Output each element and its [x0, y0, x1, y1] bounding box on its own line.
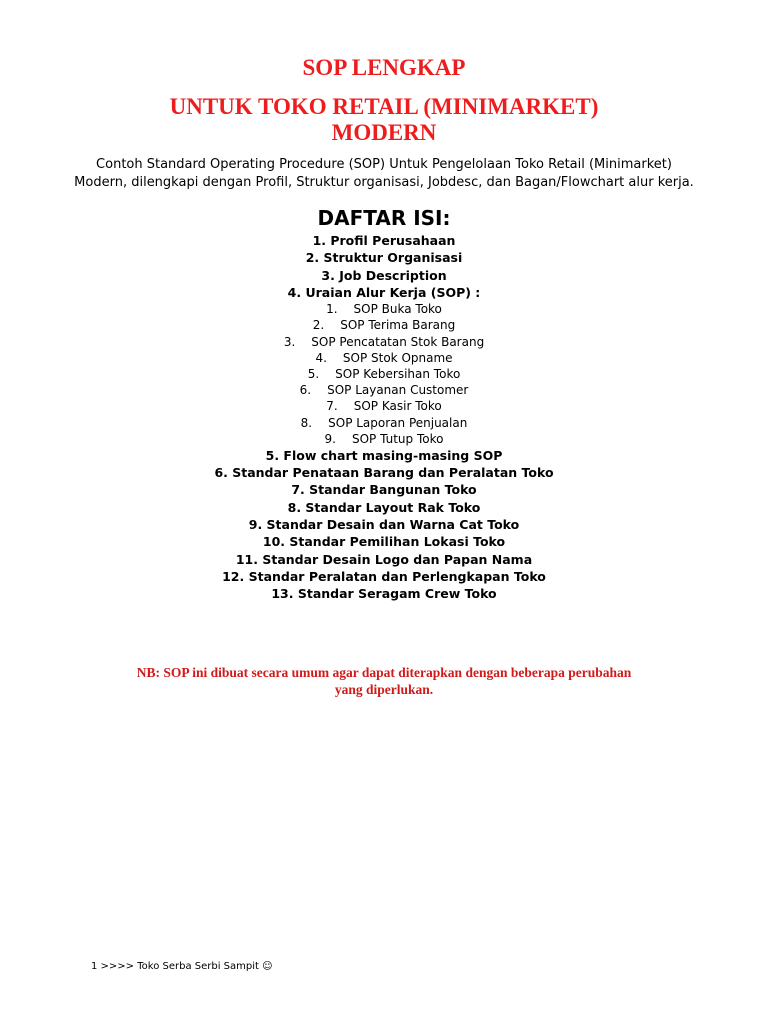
toc-sub-item — [0, 301, 768, 317]
toc-sub-item-label: SOP Kasir Toko — [353, 399, 442, 414]
toc-item: 12. Standar Peralatan dan Perlengkapan Toko — [222, 568, 546, 584]
note-line1: NB: SOP ini dibuat secara umum agar dapat diterapkan dengan beberapa perubahan — [136, 665, 632, 680]
intro-line2: Modern, dilengkapi dengan Profil, Struktur organisasi, Jobdesc, dan Bagan/Flowchart alur kerja. — [74, 175, 694, 190]
toc-item: 11. Standar Desain Logo dan Papan Nama — [235, 551, 533, 567]
toc-sub-item — [0, 350, 768, 366]
toc-sub-item-number: 5. — [307, 366, 320, 381]
document-title-line3: MODERN — [331, 120, 437, 145]
intro-paragraph — [60, 156, 708, 192]
note-line2: yang diperlukan. — [334, 682, 434, 697]
toc-sub-item-number: 6. — [299, 383, 312, 398]
toc-sub-item-label: SOP Laporan Penjualan — [328, 415, 468, 430]
toc-sub-item-number: 7. — [326, 399, 338, 414]
toc-sub-item — [0, 431, 768, 447]
toc-sub-item-label: SOP Kebersihan Toko — [335, 366, 461, 381]
note-paragraph — [90, 664, 678, 698]
intro-line1: Contoh Standard Operating Procedure (SOP) Untuk Pengelolaan Toko Retail (Minimarket) — [96, 157, 672, 172]
toc-sub-item — [0, 366, 768, 382]
toc-sub-item — [0, 317, 768, 333]
toc-sub-item — [0, 398, 768, 414]
toc-item: 8. Standar Layout Rak Toko — [287, 499, 481, 515]
toc-sub-item — [0, 334, 768, 350]
toc-item: 5. Flow chart masing-masing SOP — [265, 447, 503, 463]
table-of-contents — [0, 232, 768, 603]
toc-item: 3. Job Description — [321, 267, 447, 283]
page-footer: 1 >>>> Toko Serba Serbi Sampit ☺ — [91, 961, 273, 972]
toc-item: 13. Standar Seragam Crew Toko — [271, 586, 497, 602]
toc-sub-item-label: SOP Pencatatan Stok Barang — [311, 334, 485, 349]
toc-item: 9. Standar Desain dan Warna Cat Toko — [248, 517, 520, 533]
toc-item: 6. Standar Penataan Barang dan Peralatan Toko — [214, 465, 554, 481]
toc-item: 7. Standar Bangunan Toko — [291, 482, 477, 498]
toc-sub-item-number: 4. — [315, 350, 327, 365]
toc-sub-item-number: 2. — [312, 318, 325, 333]
toc-sub-item-number: 8. — [300, 415, 313, 430]
toc-sub-item-label: SOP Layanan Customer — [327, 383, 469, 398]
toc-sub-item-label: SOP Terima Barang — [340, 318, 456, 333]
toc-heading: DAFTAR ISI: — [317, 206, 451, 230]
toc-sub-item-number: 3. — [283, 334, 296, 349]
toc-sub-item-number: 1. — [326, 302, 338, 317]
toc-sub-item-number: 9. — [324, 431, 336, 446]
document-title-line1: SOP LENGKAP — [302, 55, 466, 80]
toc-sub-item-label: SOP Stok Opname — [342, 350, 453, 365]
document-title-line2: UNTUK TOKO RETAIL (MINIMARKET) — [169, 94, 599, 119]
toc-item: 10. Standar Pemilihan Lokasi Toko — [262, 534, 506, 550]
toc-item: 1. Profil Perusahaan — [312, 233, 456, 248]
toc-item: 4. Uraian Alur Kerja (SOP) : — [287, 284, 481, 300]
toc-sub-item — [0, 415, 768, 431]
toc-sub-item-label: SOP Buka Toko — [353, 302, 442, 317]
toc-sub-item — [0, 382, 768, 398]
toc-sub-item-label: SOP Tutup Toko — [351, 431, 444, 446]
toc-item: 2. Struktur Organisasi — [305, 250, 463, 266]
